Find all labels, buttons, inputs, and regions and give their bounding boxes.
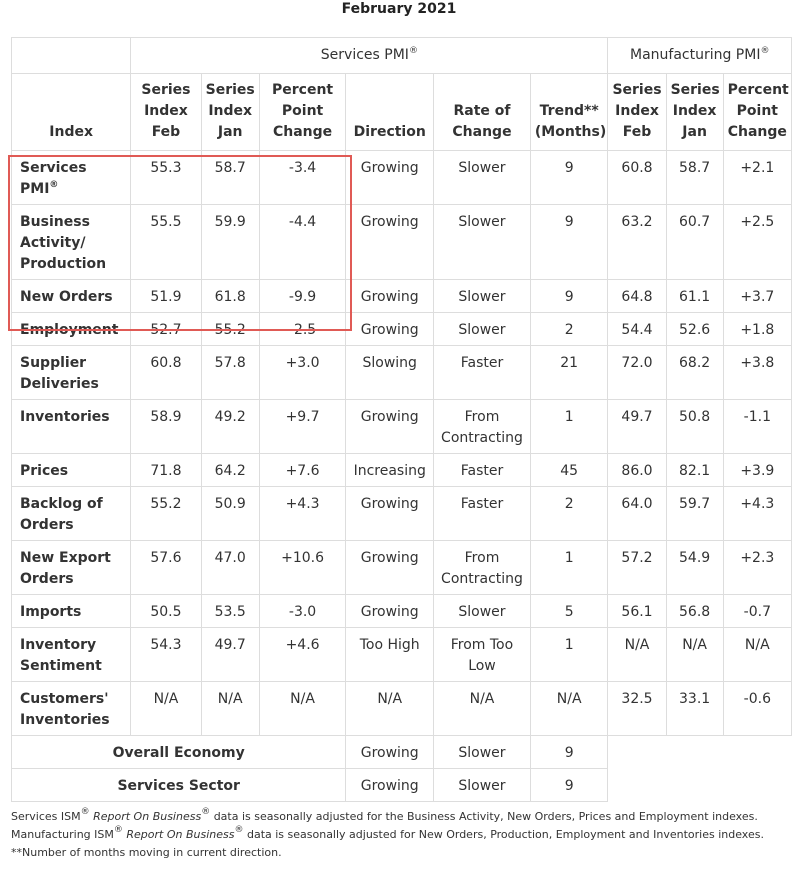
cell-m-jan: 33.1 — [666, 682, 723, 736]
cell-m-chg: +3.7 — [723, 280, 791, 313]
footnotes — [11, 808, 791, 862]
cell-trend: 2 — [530, 487, 608, 541]
column-header-rate: Rate of Change — [434, 74, 531, 151]
cell-s-jan: 53.5 — [201, 595, 259, 628]
cell-m-feb: 56.1 — [608, 595, 666, 628]
column-header-s-jan: Series Index Jan — [201, 74, 259, 151]
cell-m-jan: 68.2 — [666, 346, 723, 400]
cell-s-jan: N/A — [201, 682, 259, 736]
table-row — [12, 313, 792, 346]
cell-rate: Slower — [434, 595, 531, 628]
cell-s-feb: N/A — [131, 682, 201, 736]
cell-m-jan: 60.7 — [666, 205, 723, 280]
summary-trend: 9 — [530, 769, 608, 802]
cell-s-chg: -9.9 — [259, 280, 346, 313]
cell-s-chg: -2.5 — [259, 313, 346, 346]
cell-s-feb: 50.5 — [131, 595, 201, 628]
table-row — [12, 205, 792, 280]
manufacturing-pmi-header: Manufacturing PMI® — [608, 38, 792, 74]
cell-s-jan: 49.7 — [201, 628, 259, 682]
table-row — [12, 541, 792, 595]
cell-index: Employment — [12, 313, 131, 346]
cell-rate: Faster — [434, 487, 531, 541]
cell-m-chg: N/A — [723, 628, 791, 682]
cell-s-chg: +4.6 — [259, 628, 346, 682]
summary-label: Services Sector — [12, 769, 346, 802]
cell-s-feb: 71.8 — [131, 454, 201, 487]
cell-m-feb: 32.5 — [608, 682, 666, 736]
cell-m-jan: 59.7 — [666, 487, 723, 541]
cell-direction: Slowing — [346, 346, 434, 400]
column-header-s-chg: Percent Point Change — [259, 74, 346, 151]
cell-m-feb: 86.0 — [608, 454, 666, 487]
cell-trend: 45 — [530, 454, 608, 487]
cell-m-feb: 64.0 — [608, 487, 666, 541]
table-row — [12, 487, 792, 541]
cell-trend: 21 — [530, 346, 608, 400]
cell-rate: Slower — [434, 205, 531, 280]
cell-m-feb: 49.7 — [608, 400, 666, 454]
index-group-header — [12, 38, 131, 74]
cell-s-chg: -4.4 — [259, 205, 346, 280]
cell-index: Backlog of Orders — [12, 487, 131, 541]
summary-trend: 9 — [530, 736, 608, 769]
cell-s-jan: 58.7 — [201, 151, 259, 205]
cell-s-jan: 49.2 — [201, 400, 259, 454]
cell-m-jan: N/A — [666, 628, 723, 682]
cell-m-chg: +4.3 — [723, 487, 791, 541]
cell-direction: Growing — [346, 400, 434, 454]
table-row — [12, 151, 792, 205]
cell-index: Customers' Inventories — [12, 682, 131, 736]
table-row — [12, 280, 792, 313]
column-header-trend: Trend** (Months) — [530, 74, 608, 151]
cell-m-chg: +2.5 — [723, 205, 791, 280]
cell-rate: Faster — [434, 454, 531, 487]
cell-m-feb: 60.8 — [608, 151, 666, 205]
footnote-line: Manufacturing ISM® Report On Business® data is seasonally adjusted for New Orders, Production, Employment and Inventories indexes. — [11, 825, 764, 841]
table-row — [12, 454, 792, 487]
cell-rate: From Contracting — [434, 400, 531, 454]
cell-m-feb: 64.8 — [608, 280, 666, 313]
cell-direction: Growing — [346, 541, 434, 595]
cell-s-feb: 58.9 — [131, 400, 201, 454]
cell-s-feb: 52.7 — [131, 313, 201, 346]
cell-s-feb: 60.8 — [131, 346, 201, 400]
cell-m-jan: 52.6 — [666, 313, 723, 346]
column-header-direction: Direction — [346, 74, 434, 151]
cell-direction: Increasing — [346, 454, 434, 487]
cell-direction: Growing — [346, 151, 434, 205]
cell-trend: 1 — [530, 541, 608, 595]
cell-rate: From Too Low — [434, 628, 531, 682]
cell-s-jan: 61.8 — [201, 280, 259, 313]
cell-direction: Too High — [346, 628, 434, 682]
cell-s-chg: +7.6 — [259, 454, 346, 487]
cell-index: New Orders — [12, 280, 131, 313]
cell-s-feb: 55.3 — [131, 151, 201, 205]
column-header-m-feb: Series Index Feb — [608, 74, 666, 151]
cell-index: Inventories — [12, 400, 131, 454]
cell-index: Inventory Sentiment — [12, 628, 131, 682]
cell-m-jan: 56.8 — [666, 595, 723, 628]
cell-m-feb: 72.0 — [608, 346, 666, 400]
cell-s-jan: 47.0 — [201, 541, 259, 595]
column-header-m-jan: Series Index Jan — [666, 74, 723, 151]
cell-s-feb: 57.6 — [131, 541, 201, 595]
pmi-table — [11, 37, 792, 802]
cell-s-jan: 50.9 — [201, 487, 259, 541]
cell-s-feb: 54.3 — [131, 628, 201, 682]
services-pmi-header: Services PMI® — [131, 38, 608, 74]
cell-m-chg: +3.8 — [723, 346, 791, 400]
column-header-m-chg: Percent Point Change — [723, 74, 791, 151]
cell-m-feb: 54.4 — [608, 313, 666, 346]
cell-s-jan: 59.9 — [201, 205, 259, 280]
summary-rate: Slower — [434, 769, 531, 802]
cell-trend: 9 — [530, 151, 608, 205]
summary-label: Overall Economy — [12, 736, 346, 769]
cell-s-chg: +3.0 — [259, 346, 346, 400]
cell-s-jan: 64.2 — [201, 454, 259, 487]
cell-s-chg: +4.3 — [259, 487, 346, 541]
cell-index: Imports — [12, 595, 131, 628]
cell-s-feb: 51.9 — [131, 280, 201, 313]
cell-rate: Faster — [434, 346, 531, 400]
cell-m-jan: 58.7 — [666, 151, 723, 205]
cell-m-feb: 57.2 — [608, 541, 666, 595]
cell-m-chg: -0.7 — [723, 595, 791, 628]
cell-trend: 9 — [530, 205, 608, 280]
cell-m-jan: 50.8 — [666, 400, 723, 454]
cell-m-chg: +3.9 — [723, 454, 791, 487]
cell-m-jan: 54.9 — [666, 541, 723, 595]
cell-s-chg: +10.6 — [259, 541, 346, 595]
cell-index: Supplier Deliveries — [12, 346, 131, 400]
cell-m-feb: N/A — [608, 628, 666, 682]
cell-direction: Growing — [346, 487, 434, 541]
cell-rate: Slower — [434, 151, 531, 205]
cell-s-chg: -3.4 — [259, 151, 346, 205]
cell-direction: N/A — [346, 682, 434, 736]
cell-trend: 9 — [530, 280, 608, 313]
cell-index: Services PMI® — [12, 151, 131, 205]
cell-rate: Slower — [434, 313, 531, 346]
cell-trend: 1 — [530, 400, 608, 454]
cell-m-chg: -0.6 — [723, 682, 791, 736]
table-row — [12, 400, 792, 454]
cell-m-chg: +2.3 — [723, 541, 791, 595]
summary-direction: Growing — [346, 769, 434, 802]
cell-direction: Growing — [346, 280, 434, 313]
summary-rate: Slower — [434, 736, 531, 769]
table-caption: February 2021 — [341, 1, 457, 17]
cell-s-jan: 55.2 — [201, 313, 259, 346]
cell-m-feb: 63.2 — [608, 205, 666, 280]
column-header-index: Index — [12, 74, 131, 151]
cell-m-chg: -1.1 — [723, 400, 791, 454]
table-row — [12, 682, 792, 736]
cell-s-jan: 57.8 — [201, 346, 259, 400]
cell-s-feb: 55.2 — [131, 487, 201, 541]
cell-m-jan: 82.1 — [666, 454, 723, 487]
cell-s-chg: N/A — [259, 682, 346, 736]
summary-direction: Growing — [346, 736, 434, 769]
cell-m-chg: +1.8 — [723, 313, 791, 346]
footnote-line: **Number of months moving in current direction. — [11, 846, 282, 859]
column-header-s-feb: Series Index Feb — [131, 74, 201, 151]
summary-row — [12, 736, 792, 769]
cell-index: New Export Orders — [12, 541, 131, 595]
cell-m-chg: +2.1 — [723, 151, 791, 205]
cell-direction: Growing — [346, 595, 434, 628]
cell-s-feb: 55.5 — [131, 205, 201, 280]
cell-index: Business Activity/ Production — [12, 205, 131, 280]
cell-s-chg: +9.7 — [259, 400, 346, 454]
footnote-line: Services ISM® Report On Business® data is seasonally adjusted for the Business Activity, New Orders, Prices and Employment indexes. — [11, 807, 758, 823]
cell-trend: 2 — [530, 313, 608, 346]
cell-trend: 5 — [530, 595, 608, 628]
cell-rate: N/A — [434, 682, 531, 736]
empty-cell — [608, 736, 792, 802]
cell-rate: Slower — [434, 280, 531, 313]
cell-trend: 1 — [530, 628, 608, 682]
cell-m-jan: 61.1 — [666, 280, 723, 313]
table-row — [12, 595, 792, 628]
cell-direction: Growing — [346, 313, 434, 346]
cell-s-chg: -3.0 — [259, 595, 346, 628]
table-row — [12, 346, 792, 400]
cell-direction: Growing — [346, 205, 434, 280]
cell-index: Prices — [12, 454, 131, 487]
table-row — [12, 628, 792, 682]
cell-rate: From Contracting — [434, 541, 531, 595]
cell-trend: N/A — [530, 682, 608, 736]
